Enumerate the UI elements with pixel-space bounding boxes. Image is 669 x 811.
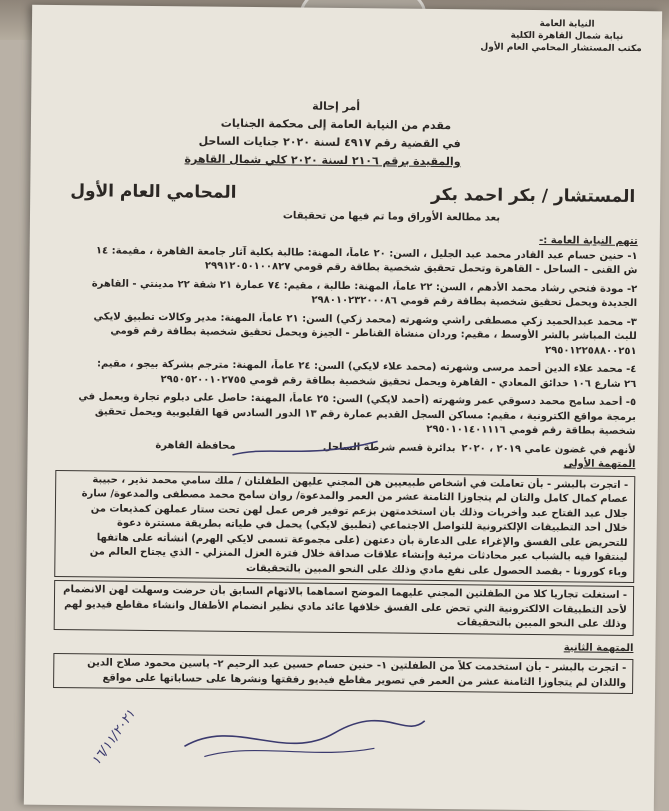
title-block	[184, 97, 461, 172]
charge-line: للتحريض على الفسق والإغراء على الدعارة بأن دعتهن (على مجموعة تسمى لايكي الهرم) أنشأته على هاتفها	[96, 531, 628, 549]
charge-line: وذلك على النحو المبين بالتحقيقات	[456, 617, 627, 630]
subtitle: بعد مطالعة الأوراق وما تم فيها من تحقيقات	[282, 210, 501, 224]
accused-item	[57, 277, 637, 312]
accused-line: ٢٩٥٠١٢٢٥٨٨٠٠٢٥١	[544, 344, 637, 357]
header-line-2: نيابة شمال القاهرة الكلية	[510, 30, 624, 42]
title-line-4: والمقيدة برقم ٢١٠٦ لسنة ٢٠٢٠ كلي شمال القاهرة	[184, 152, 461, 169]
title-line-1: أمر إحالة	[312, 99, 361, 114]
charge-line: - اتجرت بالبشر - بأن تعاملت في أشخاص طبيعيين هن المجني عليهن الطفلتان / ملك سامي محمد نذير ، حبيبة	[92, 473, 629, 491]
accused-line: ١- حنين حسام عبد القادر محمد عبد الجليل ، السن: ٢٠ عاماً، المهنة: طالبة بكلية آثار جامعة القاهرة ، مقيمة: ١٤	[95, 244, 638, 262]
handwritten-date-text: ١٦/١١/٢٠٢١	[88, 707, 139, 769]
accused-line: ٥- أحمد سامح محمد دسوقي عمر وشهرته (أحمد لايكي) السن: ٢٥ عاماً، المهنة: حاصل على دبلوم تجارة ويعمل في	[78, 391, 637, 409]
header-line-1: النيابة العامة	[539, 19, 595, 30]
counselor-name: المستشار / بكر احمد بكر	[430, 184, 636, 208]
accused-line: ٣- محمد عبدالحميد زكي مصطفى راشي وشهرته (محمد زكي) السن: ٢١ عاماً، المهنة: مدير وكالات تطبيق لايكي	[93, 310, 637, 328]
accused-line: شخصية بطاقة رقم قومي ٢٩٥٠١٠١٤٠١١١٦	[426, 423, 636, 438]
accused-line: ٢- مودة فتحي رشاد محمد الأدهم ، السن: ٢٢ عاماً، المهنة: طالبة ، مقيم: ٧٤ عمارة ٢١ شقة ٢٢ مدينتي - القاهرة	[91, 277, 638, 295]
accuse-heading: تتهم النيابة العامة :-	[539, 235, 638, 248]
header-line-3: مكتب المستشار المحامي العام الأول	[480, 42, 642, 55]
accused-item	[57, 309, 637, 359]
document-page	[24, 5, 662, 811]
title-line-2: مقدم من النيابة العامة إلى محكمة الجنايات	[220, 116, 452, 133]
accused-line: ٢٦ شارع ١٠٦ حدائق المعادي - القاهرة ويحمل تحقيق شخصية بطاقة رقم قومي ٢٩٥٠٥٢٠٠١٠٢٧٥٥	[160, 373, 637, 390]
accused-line: الجديدة ويحمل تحقيق شخصية بطاقة رقم قومي ٢٩٨٠١٠٢٣٢٠٠٠٨٦	[311, 294, 638, 310]
title-line-3: في القضية رقم ٤٩١٧ لسنة ٢٠٢٠ جنايات الساحل	[198, 134, 461, 151]
charge-box	[54, 469, 635, 583]
document-header	[480, 18, 642, 56]
pen-underline-mark	[227, 425, 387, 467]
police-station: بدائرة قسم شرطة الساحل	[322, 441, 456, 454]
charge-line: واللذان لم يتجاوزا الثامنة عشر من العمر في تصوير مقاطع فيديو رفقتها ونشرها على حساباتها على مواقع	[102, 671, 627, 689]
charge-line: لينتقوا فيه بالشباب عبر محادثات مرئية وإنشاء علاقات صداقة خلال فترة العزل المنزلي - الذي يجتاح العالم من	[89, 546, 628, 563]
handwritten-date	[82, 705, 152, 783]
charge-line: وباء كورونا - بقصد الحصول على نفع مادي وذلك على النحو المبين بالتحقيقات	[246, 562, 628, 578]
accused-line: برمجة مواقع الكترونية ، مقيم: مساكن السجل القديم عمارة رقم ١٣ الدور السادس قها القليوبية ويحمل تحقيق	[94, 405, 636, 423]
accused-line: ٤- محمد علاء الدين أحمد مرسى وشهرته (محمد علاء لايكي) السن: ٢٤ عاماً، المهنة: مترجم بشركة بيجو ، مقيم:	[96, 358, 637, 376]
charge-box	[53, 653, 633, 694]
accused-item	[57, 244, 637, 279]
charge-line: عصام كمال كامل والتان لم يتجاوزا الثامنة عشر من العمر والمدعوة/ روان سامح محمد مصطفى والمدعوة/ سارة	[81, 488, 629, 505]
charge-line: لأحد التطبيقات الالكترونية التي تحض على الفسق خلافها عائد مادي نظير انضمام الأطفال وانشاء مقاطع فيديو لهم	[64, 598, 627, 616]
accused-line: ش القنى - الساحل - القاهرة وتحمل تحقيق شخصية بطاقة رقم قومي ٢٩٩١٢٠٥٠١٠٠٨٢٧	[204, 260, 638, 277]
second-accused-heading: المتهمة الثانية	[563, 641, 634, 654]
governorate: محافظة القاهرة	[155, 439, 236, 452]
accused-item	[56, 357, 636, 392]
charge-line: خلال أحد التطبيقات الإلكترونية للتواصل الاجتماعي (تطبيق لايكي) يحمل في طياته بطريقة مستترة دعوة	[116, 517, 628, 534]
signatory-row	[60, 181, 635, 211]
charge-box	[54, 580, 634, 636]
handwritten-scribble	[174, 706, 435, 769]
charge-line: جلال عبد الفتاح عبد وأخريات وذلك بأن استخدمتهن بزعم توفير فرص عمل لهن تحت ستار عملهن كمذيعات من	[90, 502, 628, 520]
charge-line: - اتجرت بالبشر - بأن استخدمت كلاً من الطفلتين ١- حنين حسام حسين عبد الرحيم ٢- ياسين محمود صلاح الدين	[87, 657, 627, 674]
accused-line: للبث المباشر بالشر الأوسط ، مقيم: وردان منشأة القناطر - الجيزة ويحمل تحقيق شخصية بطاقة رقم قومي	[110, 325, 637, 343]
attorney-general-title: المحامي العام الأول	[70, 181, 237, 203]
first-accused-heading: المتهمة الأولى	[563, 458, 636, 471]
because-text: لأنهم في غضون عامي ٢٠١٩ ، ٢٠٢٠	[461, 442, 636, 456]
charge-line: - استغلت تجاريا كلا من الطفلتين المجني عليهما الموضح اسماهما بالاتهام السابق بأن حرضت وسهلت لهن الانضمام	[63, 584, 628, 601]
